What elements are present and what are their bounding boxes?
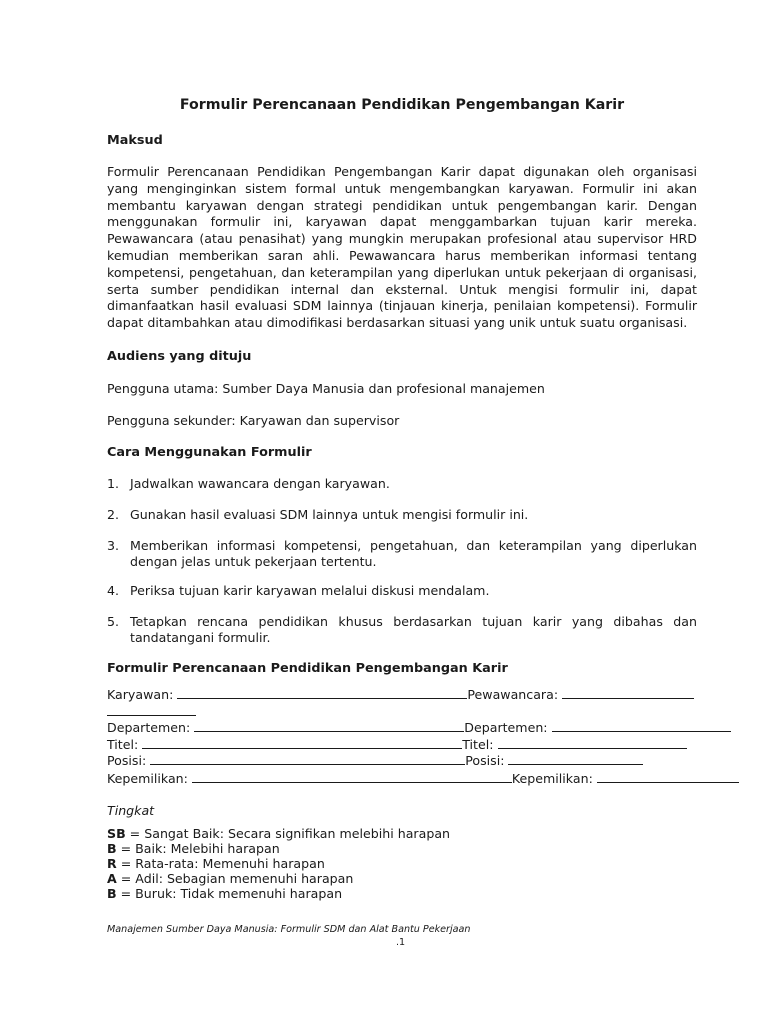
pewawancara-label: Pewawancara: <box>467 687 559 702</box>
step-text: Tetapkan rencana pendidikan khusus berdasarkan tujuan karir yang dibahas dan tandatangani formulir. <box>130 614 697 645</box>
step-number: 5. <box>107 614 120 629</box>
audiens-heading: Audiens yang dituju <box>107 349 252 364</box>
departemen-field[interactable] <box>194 719 464 732</box>
step-text: Memberikan informasi kompetensi, pengetahuan, dan keterampilan yang diperlukan dengan jelas untuk pekerjaan tertentu. <box>130 538 697 569</box>
titel-right-label: Titel: <box>462 737 494 752</box>
rating-desc: = Rata-rata: Memenuhi harapan <box>116 856 325 871</box>
step-number: 2. <box>107 507 120 522</box>
kepemilikan-label: Kepemilikan: <box>107 771 188 786</box>
list-item <box>107 538 697 570</box>
list-item <box>107 476 697 492</box>
rating-code: R <box>107 856 117 871</box>
rating-heading: Tingkat <box>107 803 155 818</box>
cara-heading: Cara Menggunakan Formulir <box>107 445 312 460</box>
posisi-right-label: Posisi: <box>465 753 505 768</box>
departemen-right-label: Departemen: <box>464 720 548 735</box>
rating-item <box>107 871 353 886</box>
form-row-posisi <box>107 752 643 768</box>
rating-code: SB <box>107 826 126 841</box>
document-title: Formulir Perencanaan Pendidikan Pengembangan Karir <box>179 97 625 113</box>
rating-desc: = Buruk: Tidak memenuhi harapan <box>116 886 343 901</box>
departemen-right-field[interactable] <box>552 719 731 732</box>
list-item <box>107 614 697 646</box>
pewawancara-field[interactable] <box>562 686 694 699</box>
primary-users-text: Pengguna utama: Sumber Daya Manusia dan profesional manajemen <box>107 381 545 396</box>
kepemilikan-field[interactable] <box>192 770 512 783</box>
form-row-titel <box>107 736 687 752</box>
rating-desc: = Baik: Melebihi harapan <box>116 841 280 856</box>
form-row-karyawan <box>107 686 694 702</box>
rating-item <box>107 826 450 841</box>
kepemilikan-right-label: Kepemilikan: <box>511 771 593 786</box>
step-number: 4. <box>107 583 120 598</box>
pewawancara-field-continued[interactable] <box>107 703 196 716</box>
form-heading: Formulir Perencanaan Pendidikan Pengembangan Karir <box>107 661 508 676</box>
rating-item <box>107 886 342 901</box>
karyawan-field[interactable] <box>177 686 467 699</box>
posisi-field[interactable] <box>150 752 465 765</box>
secondary-users-text: Pengguna sekunder: Karyawan dan supervisor <box>107 413 400 428</box>
rating-code: B <box>107 886 117 901</box>
rating-desc: = Adil: Sebagian memenuhi harapan <box>116 871 354 886</box>
titel-right-field[interactable] <box>498 736 687 749</box>
page-number: .1 <box>396 937 406 948</box>
form-row-departemen <box>107 719 731 735</box>
posisi-label: Posisi: <box>107 753 147 768</box>
step-text: Gunakan hasil evaluasi SDM lainnya untuk mengisi formulir ini. <box>130 507 529 522</box>
rating-desc: = Sangat Baik: Secara signifikan melebihi harapan <box>125 826 451 841</box>
titel-field[interactable] <box>142 736 462 749</box>
form-row-wrap <box>107 703 196 719</box>
posisi-right-field[interactable] <box>508 752 643 765</box>
step-text: Periksa tujuan karir karyawan melalui diskusi mendalam. <box>130 583 490 598</box>
kepemilikan-right-field[interactable] <box>597 770 739 783</box>
rating-code: B <box>107 841 117 856</box>
list-item <box>107 583 697 599</box>
karyawan-label: Karyawan: <box>107 687 174 702</box>
rating-item <box>107 856 325 871</box>
maksud-paragraph: Formulir Perencanaan Pendidikan Pengembangan Karir dapat digunakan oleh organisasi yang menginginkan sistem formal untuk mengembangkan karyawan. Formulir ini akan membantu karyawan dengan strategi pendidikan untuk pengembangan karir. Dengan menggunakan formulir ini, karyawan dapat menggambarkan tujuan karir mereka. Pewawancara (atau penasihat) yang mungkin merupakan profesional atau supervisor HRD kemudian memberikan saran ahli. Pewawancara harus memberikan informasi tentang kompetensi, pengetahuan, dan keterampilan yang diperlukan untuk pekerjaan di organisasi, serta sumber pendidikan internal dan eksternal. Untuk mengisi formulir ini, dapat dimanfaatkan hasil evaluasi SDM lainnya (tinjauan kinerja, penilaian kompetensi). Formulir dapat ditambahkan atau dimodifikasi berdasarkan situasi yang unik untuk suatu organisasi. <box>107 164 697 331</box>
rating-code: A <box>107 871 117 886</box>
maksud-heading: Maksud <box>107 133 163 148</box>
step-number: 1. <box>107 476 120 491</box>
form-row-kepemilikan <box>107 770 739 786</box>
departemen-label: Departemen: <box>107 720 191 735</box>
rating-item <box>107 841 280 856</box>
step-number: 3. <box>107 538 120 553</box>
step-text: Jadwalkan wawancara dengan karyawan. <box>130 476 390 491</box>
list-item <box>107 507 697 523</box>
page-footer: Manajemen Sumber Daya Manusia: Formulir SDM dan Alat Bantu Pekerjaan <box>107 924 471 935</box>
titel-label: Titel: <box>107 737 139 752</box>
